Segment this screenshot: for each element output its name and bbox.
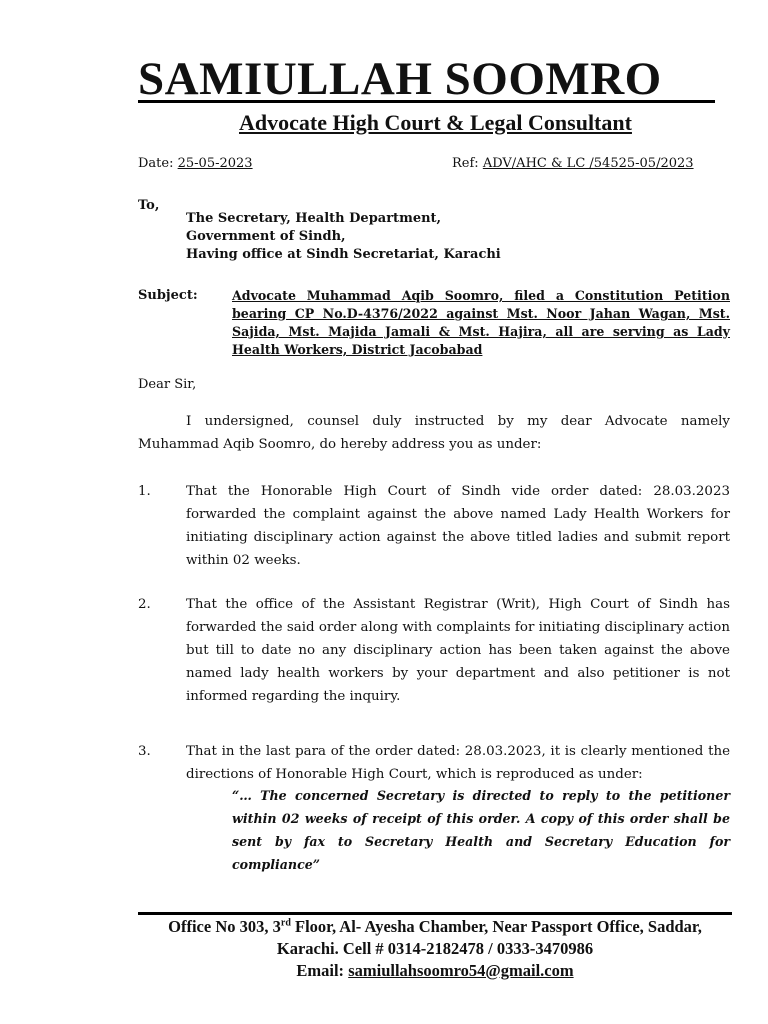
- reference-line: [452, 152, 694, 175]
- email-label: Email:: [296, 961, 345, 980]
- letterhead-name: SAMIULLAH SOOMRO: [138, 53, 662, 105]
- intro-paragraph: I undersigned, counsel duly instructed by my dear Advocate namely Muhammad Aqib Soomro, do hereby address you as under:: [138, 414, 730, 452]
- footer: [130, 916, 740, 982]
- item-number: 2.: [138, 597, 151, 612]
- address-line: Government of Sindh,: [186, 229, 346, 244]
- footer-city-line: Karachi. Cell # 0314-2182478 / 0333-3470986: [276, 939, 594, 958]
- date-value: 25-05-2023: [177, 156, 253, 171]
- court-order-quote: “… The concerned Secretary is directed to reply to the petitioner within 02 weeks of receipt of this order. A copy of this order shall be sent by fax to Secretary Health and Secretary Education for compliance”: [232, 788, 730, 872]
- date-line: [138, 152, 253, 175]
- address-line: Having office at Sindh Secretariat, Karachi: [186, 247, 501, 262]
- to-label: To,: [138, 198, 160, 213]
- letterhead-divider: [138, 100, 715, 103]
- recipient-address: [186, 210, 501, 264]
- reference-label: Ref:: [452, 156, 479, 171]
- email-link[interactable]: samiullahsoomro54@gmail.com: [348, 961, 574, 980]
- reference-value: ADV/AHC & LC /54525-05/2023: [482, 156, 694, 171]
- office-floor-suffix: rd: [280, 917, 291, 929]
- footer-email-line: [130, 960, 740, 982]
- office-address-start: Office No 303, 3: [168, 917, 281, 936]
- subject-label: Subject:: [138, 288, 198, 303]
- address-line: The Secretary, Health Department,: [186, 211, 442, 226]
- item-number: 3.: [138, 744, 151, 759]
- footer-divider: [138, 912, 732, 915]
- item-text: That the Honorable High Court of Sindh vide order dated: 28.03.2023 forwarded the complaint against the above named Lady Health Workers for initiating disciplinary action against the above titled ladies and submit report within 02 weeks.: [186, 484, 730, 568]
- office-address-end: Floor, Al- Ayesha Chamber, Near Passport Office, Saddar,: [290, 917, 702, 936]
- letterhead-tagline: Advocate High Court & Legal Consultant: [239, 110, 632, 135]
- date-label: Date:: [138, 156, 174, 171]
- item-text: That the office of the Assistant Registrar (Writ), High Court of Sindh has forwarded the said order along with complaints for initiating disciplinary action but till to date no any disciplinary action has been taken against the above named lady health workers by your department and also petitioner is not informed regarding the inquiry.: [186, 597, 730, 704]
- item-number: 1.: [138, 484, 151, 499]
- footer-office-line: [130, 916, 740, 938]
- subject-text: Advocate Muhammad Aqib Soomro, filed a Constitution Petition bearing CP No.D-4376/2022 against Mst. Noor Jahan Wagan, Mst. Sajida, Mst. Majida Jamali & Mst. Hajira, all are serving as Lady Health Workers, District Jacobabad: [232, 288, 730, 357]
- salutation: Dear Sir,: [138, 377, 197, 392]
- item-text: That in the last para of the order dated: 28.03.2023, it is clearly mentioned the directions of Honorable High Court, which is reproduced as under:: [186, 744, 730, 782]
